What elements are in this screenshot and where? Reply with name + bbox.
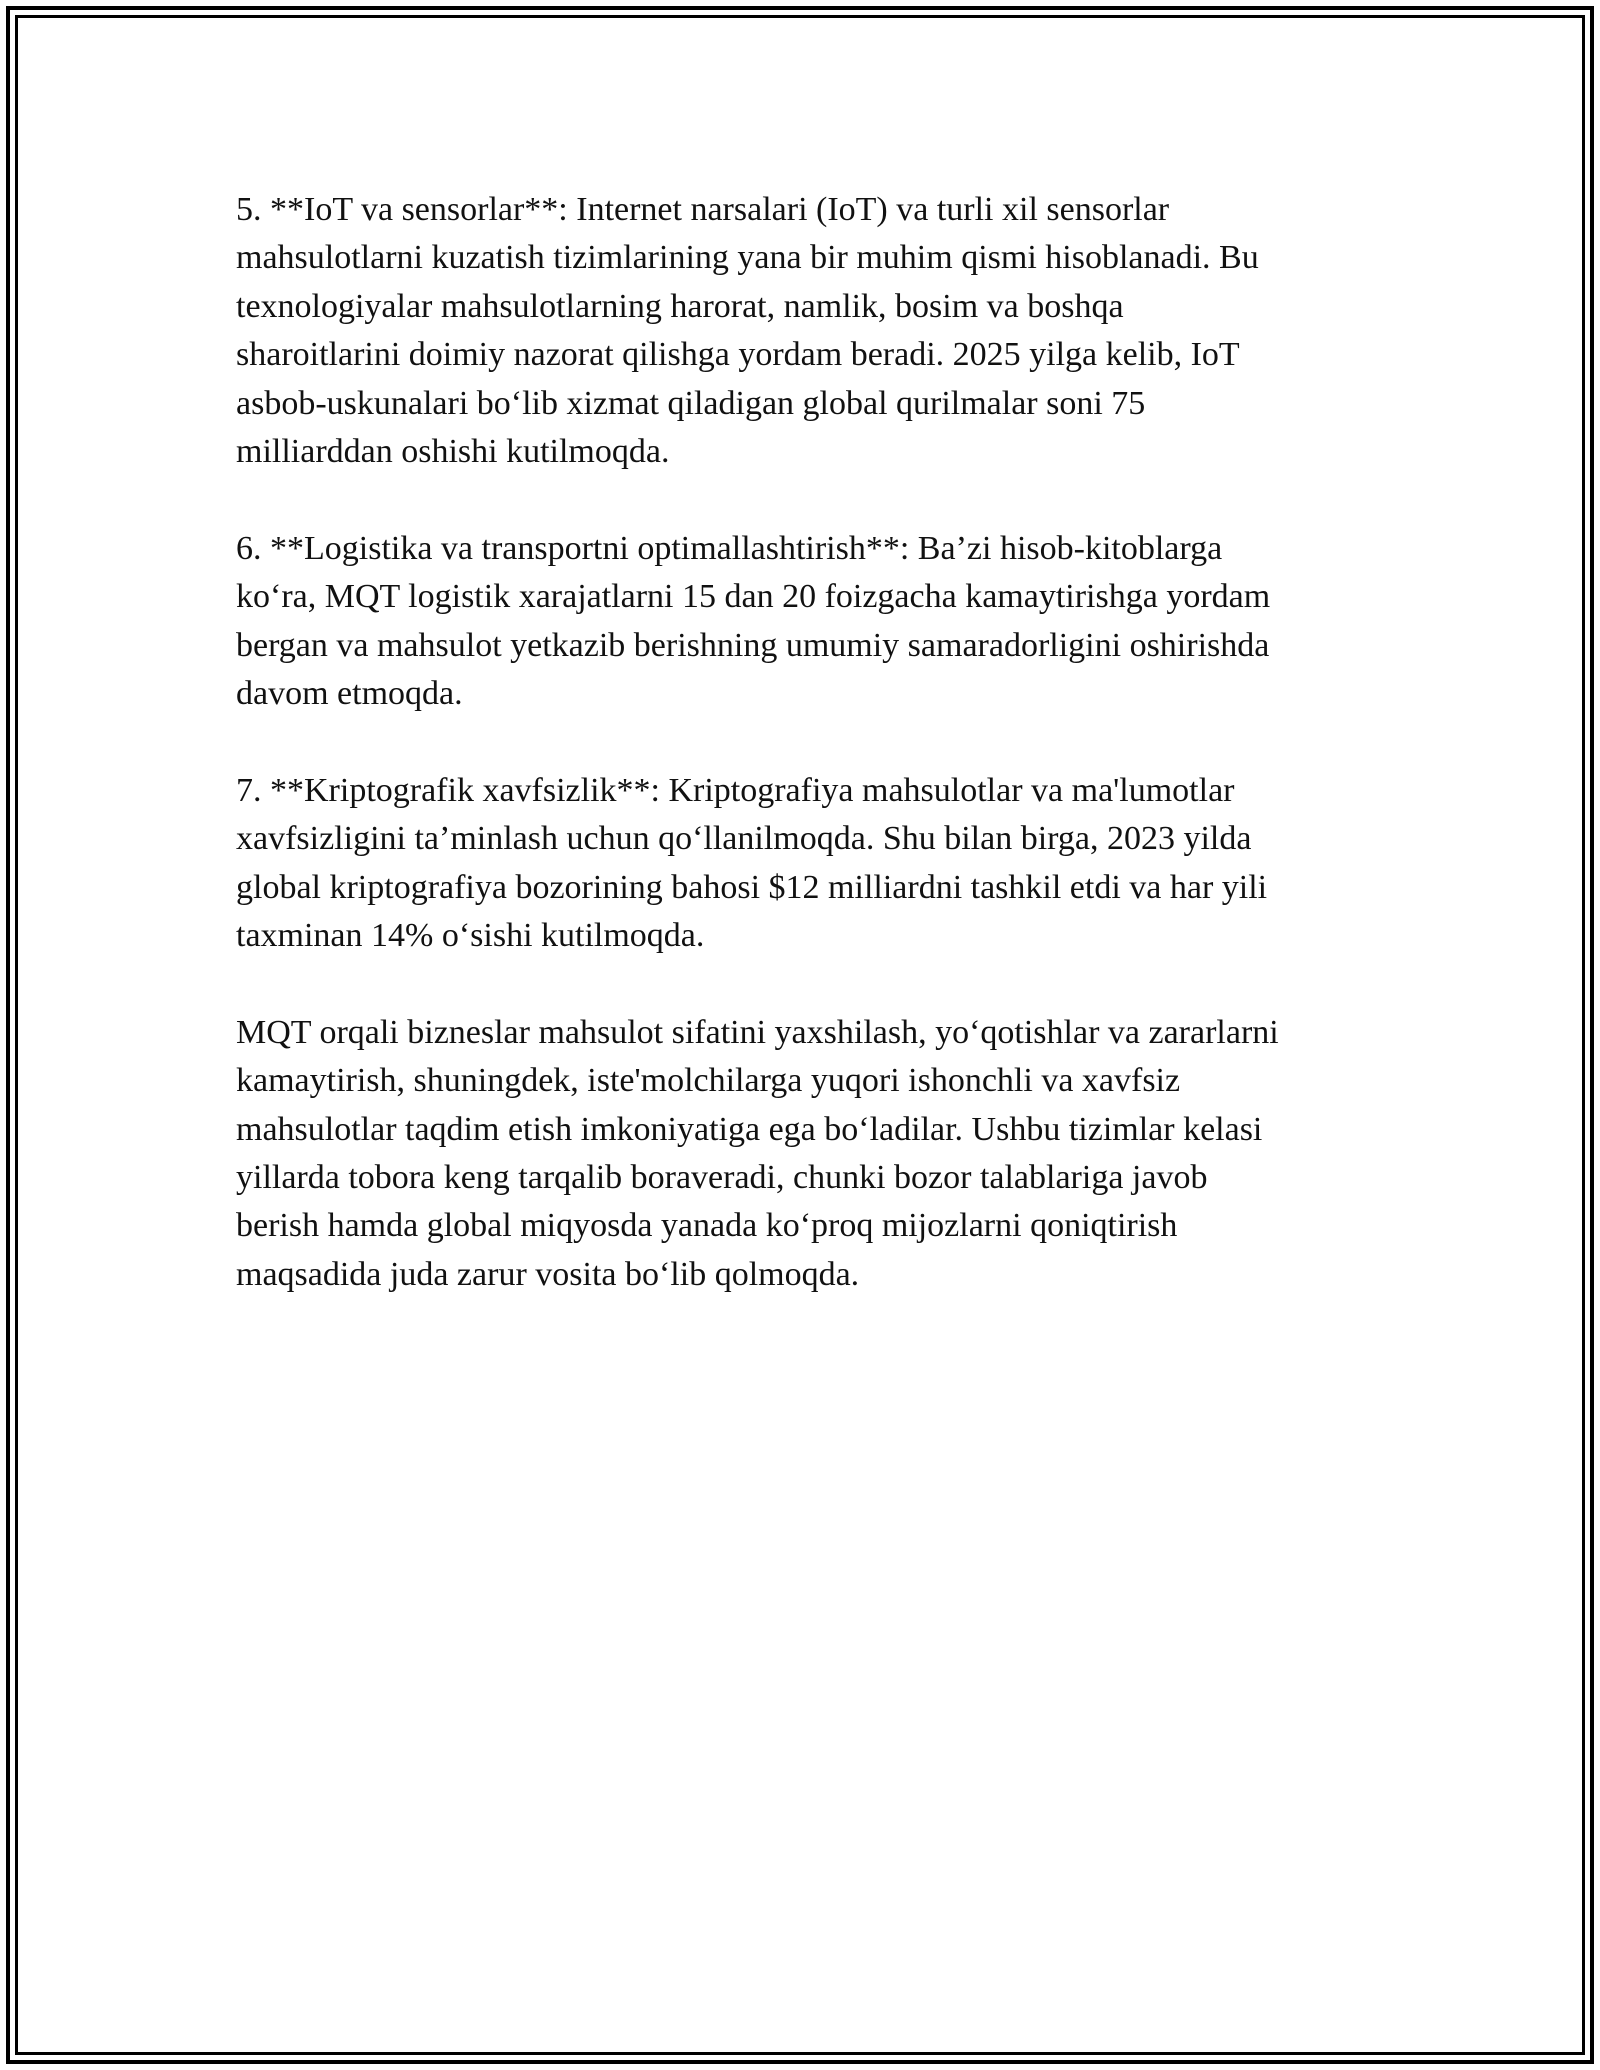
paragraph-iot-sensors <box>236 186 1366 476</box>
text-line: maqsadida juda zarur vosita bo‘lib qolmoqda. <box>236 1255 860 1293</box>
text-line: global kriptografiya bozorining bahosi $12 milliardni tashkil etdi va har yili <box>236 868 1268 906</box>
text-line: kamaytirish, shuningdek, iste'molchilarga yuqori ishonchli va xavfsiz <box>236 1062 1181 1100</box>
text-line: 6. **Logistika va transportni optimallashtirish**: Ba’zi hisob-kitoblarga <box>236 529 1223 567</box>
text-line: texnologiyalar mahsulotlarning harorat, namlik, bosim va boshqa <box>236 287 1124 325</box>
text-line: 7. **Kriptografik xavfsizlik**: Kriptografiya mahsulotlar va ma'lumotlar <box>236 771 1235 809</box>
text-line: 5. **IoT va sensorlar**: Internet narsalari (IoT) va turli xil sensorlar <box>236 191 1170 228</box>
paragraph-logistics <box>236 525 1366 719</box>
text-line: asbob-uskunalari bo‘lib xizmat qiladigan global qurilmalar soni 75 <box>236 384 1146 422</box>
paragraph-cryptography <box>236 767 1366 961</box>
text-line: ko‘ra, MQT logistik xarajatlarni 15 dan 20 foizgacha kamaytirishga yordam <box>236 578 1271 616</box>
text-line: mahsulotlar taqdim etish imkoniyatiga ega bo‘ladilar. Ushbu tizimlar kelasi <box>236 1110 1263 1148</box>
text-line: sharoitlarini doimiy nazorat qilishga yordam beradi. 2025 yilga kelib, IoT <box>236 336 1240 374</box>
paragraph-conclusion <box>236 1009 1366 1299</box>
text-line: davom etmoqda. <box>236 675 463 713</box>
text-line: MQT orqali bizneslar mahsulot sifatini yaxshilash, yo‘qotishlar va zararlarni <box>236 1013 1279 1051</box>
text-line: berish hamda global miqyosda yanada ko‘proq mijozlarni qoniqtirish <box>236 1207 1178 1245</box>
text-line: bergan va mahsulot yetkazib berishning umumiy samaradorligini oshirishda <box>236 626 1270 664</box>
text-line: milliarddan oshishi kutilmoqda. <box>236 433 670 471</box>
document-body <box>236 186 1366 1299</box>
text-line: xavfsizligini ta’minlash uchun qo‘llanilmoqda. Shu bilan birga, 2023 yilda <box>236 820 1252 858</box>
text-line: mahsulotlarni kuzatish tizimlarining yana bir muhim qismi hisoblanadi. Bu <box>236 239 1259 277</box>
text-line: yillarda tobora keng tarqalib boraveradi, chunki bozor talablariga javob <box>236 1159 1208 1197</box>
text-line: taxminan 14% o‘sishi kutilmoqda. <box>236 917 705 955</box>
